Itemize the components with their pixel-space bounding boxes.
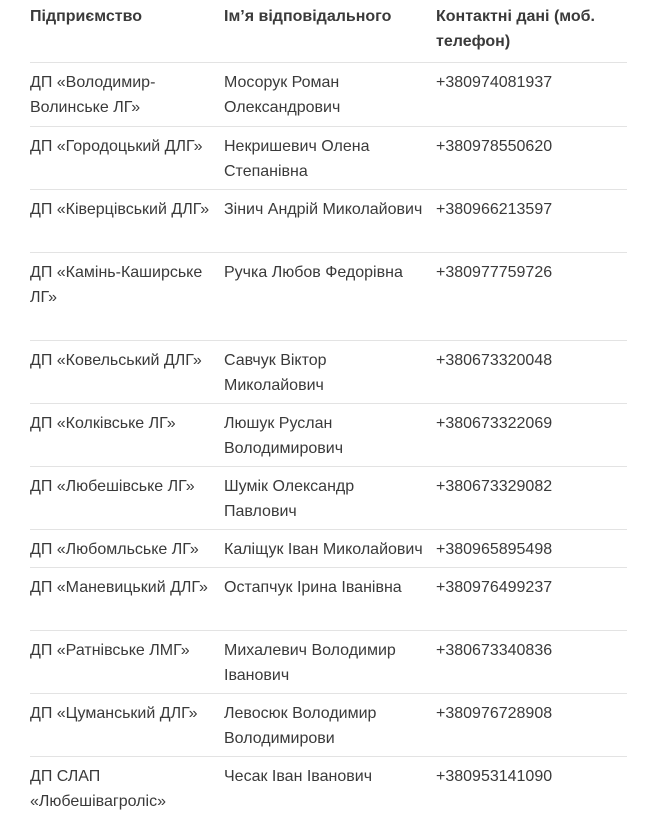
column-header-name: Ім’я відповідального	[224, 0, 436, 63]
cell-phone: +380965895498	[436, 530, 627, 568]
contacts-table	[30, 0, 627, 815]
table-row	[30, 530, 627, 568]
cell-name: Мосорук Роман Олександрович	[224, 63, 436, 127]
cell-company: ДП СЛАП «Любешівагроліс»	[30, 768, 166, 810]
cell-name: Шумік Олександр Павлович	[224, 467, 436, 530]
cell-phone: +380974081937	[436, 63, 627, 127]
cell-name: Ручка Любов Федорівна	[224, 253, 436, 341]
cell-company: ДП «Володимир-Волинське ЛГ»	[30, 63, 224, 127]
cell-phone: +380673329082	[436, 467, 627, 530]
cell-name: Некришевич Олена Степанівна	[224, 127, 436, 190]
table-row	[30, 694, 627, 757]
cell-name: Каліщук Іван Миколайович	[224, 530, 436, 568]
cell-name: Савчук Віктор Миколайович	[224, 341, 436, 404]
cell-name: Зінич Андрій Миколайович	[224, 190, 436, 253]
cell-company: ДП «Городоцький ДЛГ»	[30, 127, 224, 190]
table-row	[30, 190, 627, 253]
cell-phone: +380673320048	[436, 341, 627, 404]
table-header-row	[30, 0, 627, 63]
cell-phone: +380977759726	[436, 253, 627, 341]
cell-name: Люшук Руслан Володимирович	[224, 404, 436, 467]
cell-phone: +380966213597	[436, 190, 627, 253]
cell-name: Остапчук Ірина Іванівна	[224, 568, 436, 631]
table-row	[30, 757, 627, 815]
cell-company: ДП «Камінь-Каширське ЛГ»	[30, 253, 224, 341]
cell-phone: +380978550620	[436, 127, 627, 190]
cell-name: Левосюк Володимир Володимирови	[224, 694, 436, 757]
contacts-table-container	[30, 0, 627, 815]
cell-phone: +380673322069	[436, 404, 627, 467]
table-row	[30, 63, 627, 127]
table-row	[30, 341, 627, 404]
table-row	[30, 127, 627, 190]
cell-company: ДП «Колківське ЛГ»	[30, 404, 224, 467]
cell-phone: +380976499237	[436, 568, 627, 631]
cell-company: ДП «Ківерцівський ДЛГ»	[30, 190, 224, 253]
cell-company: ДП «Цуманський ДЛГ»	[30, 694, 224, 757]
table-row	[30, 253, 627, 341]
cell-company: ДП «Любешівське ЛГ»	[30, 467, 224, 530]
cell-name: Чесак Іван Іванович	[224, 768, 373, 785]
table-row	[30, 467, 627, 530]
cell-phone: +380976728908	[436, 694, 627, 757]
cell-name: Михалевич Володимир Іванович	[224, 631, 436, 694]
cell-company: ДП «Маневицький ДЛГ»	[30, 568, 224, 631]
cell-phone: +380673340836	[436, 631, 627, 694]
table-row	[30, 631, 627, 694]
table-row	[30, 404, 627, 467]
cell-phone: +380953141090	[436, 768, 553, 785]
table-row	[30, 568, 627, 631]
cell-company: ДП «Ковельський ДЛГ»	[30, 341, 224, 404]
cell-company: ДП «Любомльське ЛГ»	[30, 530, 224, 568]
column-header-contact: Контактні дані (моб. телефон)	[436, 0, 627, 63]
cell-company: ДП «Ратнівське ЛМГ»	[30, 631, 224, 694]
column-header-company: Підприємство	[30, 0, 224, 63]
